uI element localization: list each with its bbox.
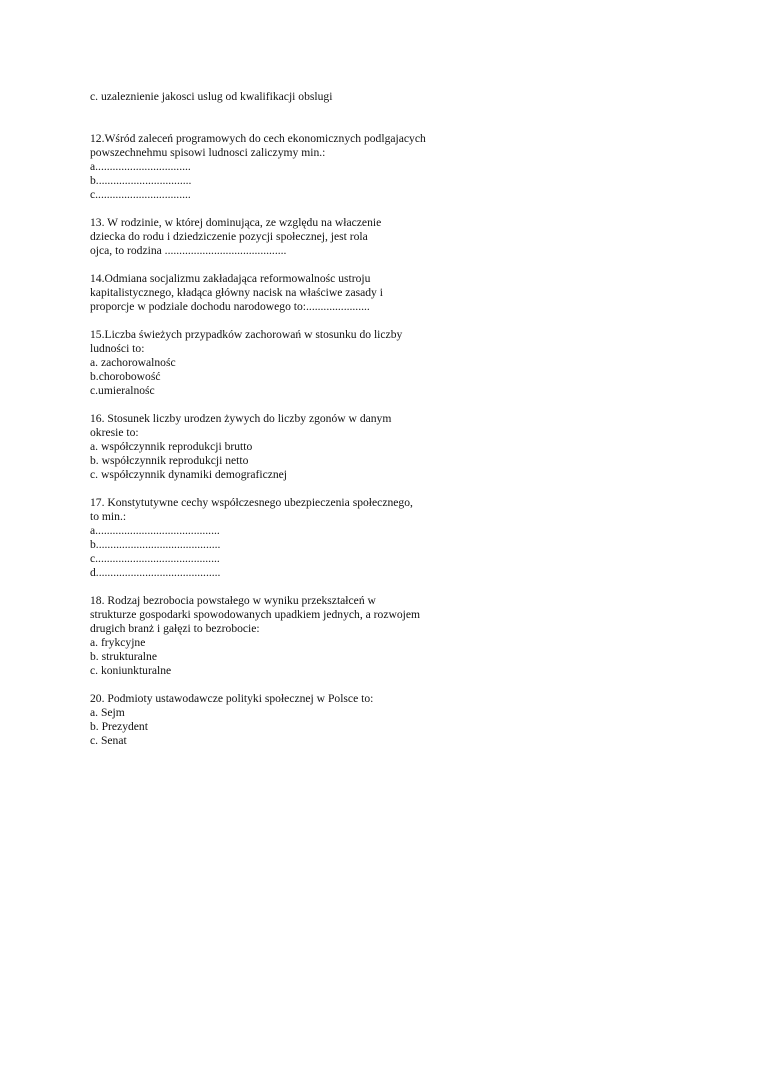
question-13 (90, 216, 710, 258)
question-20 (90, 692, 710, 748)
question-text: proporcje w podziale dochodu narodowego to:...................... (90, 300, 370, 313)
question-text: powszechnehmu spisowi ludnosci zaliczymy min.: (90, 146, 326, 159)
document-page (90, 90, 710, 762)
question-text: 13. W rodzinie, w której dominująca, ze względu na właczenie (90, 216, 382, 229)
question-text: 15.Liczba świeżych przypadków zachorowań w stosunku do liczby (90, 328, 403, 341)
blank-answer-b: b........................................... (90, 538, 221, 551)
question-text: strukturze gospodarki spowodowanych upadkiem jednych, a rozwojem (90, 608, 421, 621)
question-text: 14.Odmiana socjalizmu zakładająca reformowalnośc ustroju (90, 272, 371, 285)
answer-option-a: a. frykcyjne (90, 636, 146, 649)
answer-option-a: a. Sejm (90, 706, 125, 719)
answer-option-c: c.umieralnośc (90, 384, 155, 397)
blank-answer-c: c................................. (90, 188, 191, 201)
answer-option-c: c. Senat (90, 734, 127, 747)
answer-option-b: b. Prezydent (90, 720, 148, 733)
question-text: ojca, to rodzina .......................................... (90, 244, 287, 257)
answer-option-c: c. koniunkturalne (90, 664, 172, 677)
blank-answer-a: a........................................... (90, 524, 220, 537)
text-line: c. uzaleznienie jakosci uslug od kwalifikacji obslugi (90, 90, 333, 103)
answer-option-a: a. współczynnik reprodukcji brutto (90, 440, 253, 453)
answer-fragment (90, 90, 710, 104)
question-18 (90, 594, 710, 678)
question-12 (90, 132, 710, 202)
question-text: ludności to: (90, 342, 145, 355)
question-text: 16. Stosunek liczby urodzen żywych do liczby zgonów w danym (90, 412, 392, 425)
question-text: drugich branż i gałęzi to bezrobocie: (90, 622, 260, 635)
question-text: kapitalistycznego, kładąca główny nacisk na właściwe zasady i (90, 286, 383, 299)
question-14 (90, 272, 710, 314)
answer-option-b: b. współczynnik reprodukcji netto (90, 454, 249, 467)
blank-answer-b: b................................. (90, 174, 192, 187)
question-16 (90, 412, 710, 482)
question-text: 18. Rodzaj bezrobocia powstałego w wyniku przekształceń w (90, 594, 376, 607)
question-text: 12.Wśród zaleceń programowych do cech ekonomicznych podlgajacych (90, 132, 426, 145)
question-text: 17. Konstytutywne cechy współczesnego ubezpieczenia społecznego, (90, 496, 413, 509)
blank-answer-a: a................................. (90, 160, 191, 173)
blank-answer-d: d........................................... (90, 566, 221, 579)
question-text: 20. Podmioty ustawodawcze polityki społecznej w Polsce to: (90, 692, 374, 705)
answer-option-b: b.chorobowość (90, 370, 161, 383)
blank-answer-c: c........................................... (90, 552, 220, 565)
question-text: okresie to: (90, 426, 139, 439)
question-17 (90, 496, 710, 580)
answer-option-b: b. strukturalne (90, 650, 157, 663)
answer-option-c: c. współczynnik dynamiki demograficznej (90, 468, 288, 481)
answer-option-a: a. zachorowalnośc (90, 356, 176, 369)
question-text: dziecka do rodu i dziedziczenie pozycji społecznej, jest rola (90, 230, 368, 243)
question-15 (90, 328, 710, 398)
question-text: to min.: (90, 510, 127, 523)
